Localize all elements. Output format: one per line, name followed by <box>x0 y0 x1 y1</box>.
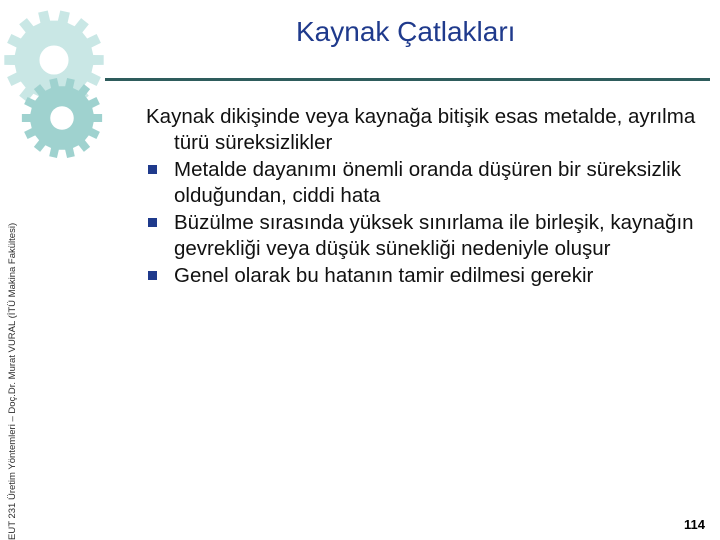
slide-title: Kaynak Çatlakları <box>296 16 516 47</box>
square-bullet-icon <box>148 218 157 227</box>
bullet-text: Büzülme sırasında yüksek sınırlama ile birleşik, kaynağın gevrekliği veya düşük sünekliği nedeniyle oluşur <box>174 211 694 260</box>
bullet-item <box>146 263 706 289</box>
gear-hole <box>39 45 68 74</box>
bullet-item <box>146 157 706 209</box>
square-bullet-icon <box>148 165 157 174</box>
bullet-text: Metalde dayanımı önemli oranda düşüren bir süreksizlik olduğundan, ciddi hata <box>174 158 682 207</box>
page-number: 114 <box>684 517 705 532</box>
bullet-text: Genel olarak bu hatanın tamir edilmesi gerekir <box>174 264 594 287</box>
square-bullet-icon <box>148 271 157 280</box>
small-gear-icon <box>20 76 104 160</box>
slide-body <box>146 104 706 290</box>
intro-text: Kaynak dikişinde veya kaynağa bitişik esas metalde, ayrılma türü süreksizlikler <box>146 105 696 154</box>
gear-hole <box>50 106 74 130</box>
side-caption: EUT 231 Üretim Yöntemleri – Doç.Dr. Murat VURAL (İTÜ Makina Fakültesi) <box>7 222 18 540</box>
bullet-item <box>146 210 706 262</box>
title-divider <box>105 78 710 81</box>
